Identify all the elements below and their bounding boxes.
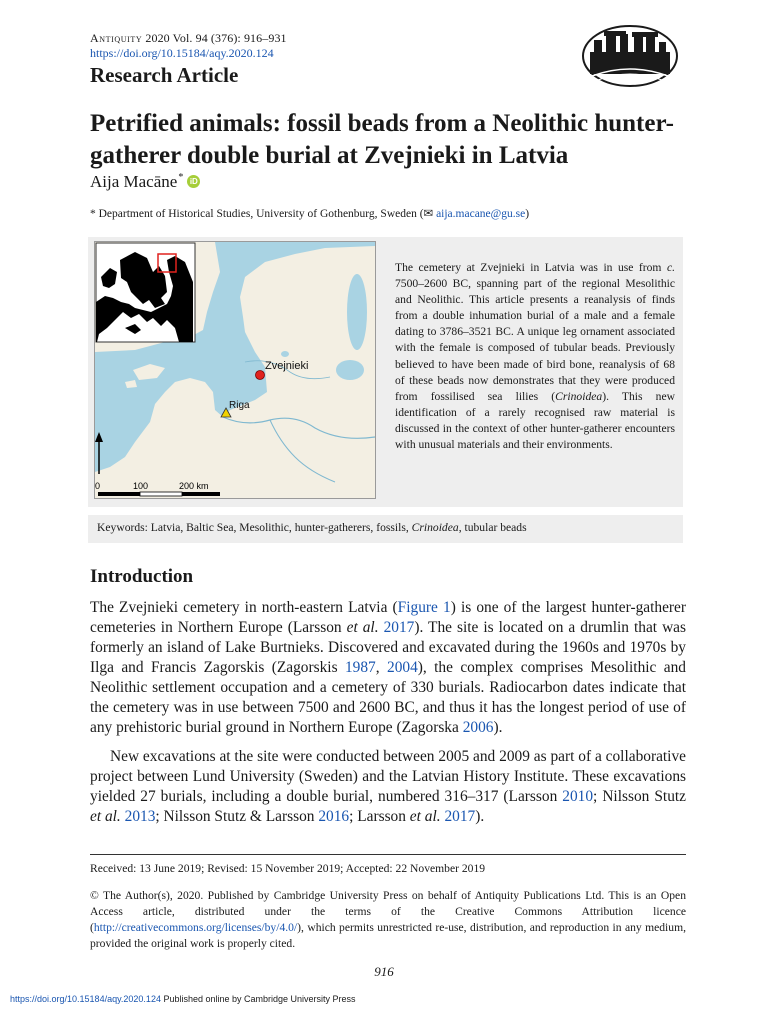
ref-link-2006[interactable]: 2006 bbox=[462, 719, 494, 736]
scale-label-100: 100 bbox=[133, 481, 149, 491]
p1-f: ), the complex comprises Mesolithic and Neolithic settlement occupation and a cemetery of 330 burials. Radiocarbon dates indicate that the cemetery was in use between 7500 and 2600 BC, and thus it has the longest period of use of any prehistoric burial ground in Northern Europe (Zagorska bbox=[90, 659, 686, 736]
author-line bbox=[90, 172, 200, 192]
citation-details: 2020 Vol. 94 (376): 916–931 bbox=[142, 31, 287, 45]
inset-map bbox=[96, 243, 195, 342]
intro-paragraph-1 bbox=[90, 598, 686, 738]
p1-d: ). The site is located on a drumlin that was formerly an island of Lake Burtnieks. Discovered and excavated during the 1960s and 1970s by Ilga and Francis Zagorskis (Zagorskis bbox=[90, 619, 687, 676]
affiliation-close: ) bbox=[525, 208, 530, 220]
abstract-taxon: Crinoidea bbox=[555, 389, 603, 403]
page-number: 916 bbox=[374, 964, 394, 979]
p1-g: ). bbox=[493, 719, 503, 736]
section-heading-introduction: Introduction bbox=[90, 566, 194, 587]
abstract-part3: ). This new identification of a rarely recognised raw material is discussed in the context of other hunter-gatherer encounters with unusual materials and their environments. bbox=[395, 389, 675, 452]
author-name: Aija Macāne bbox=[90, 172, 178, 191]
p2-g: ). bbox=[475, 808, 485, 825]
doi-link[interactable] bbox=[90, 46, 274, 61]
article-type: Research Article bbox=[90, 63, 239, 87]
article-title: Petrified animals: fossil beads from a Neolithic hunter-gatherer double burial at Zvejnieki in Latvia bbox=[90, 110, 674, 169]
author-marker: * bbox=[178, 172, 184, 183]
p1-b: ) is one of the largest hunter-gatherer cemeteries in Northern Europe (Larsson bbox=[90, 599, 686, 636]
journal-name: Antiquity bbox=[90, 31, 143, 45]
abstract-text bbox=[395, 260, 675, 453]
abstract-circa: c. bbox=[666, 261, 675, 274]
location-map bbox=[94, 241, 376, 499]
ref-link-2016[interactable]: 2016 bbox=[318, 808, 350, 825]
ref-link-2010[interactable]: 2010 bbox=[562, 788, 594, 805]
ref-link-2017b[interactable]: 2017 bbox=[444, 808, 476, 825]
keywords-taxon: Crinoidea bbox=[411, 521, 459, 534]
publisher-footer bbox=[10, 994, 356, 1004]
keywords-text: Keywords: Latvia, Baltic Sea, Mesolithic, hunter-gatherers, fossils, bbox=[97, 521, 412, 534]
p1-e: , bbox=[375, 659, 387, 676]
orcid-icon[interactable]: iD bbox=[187, 175, 200, 188]
scale-label-200: 200 km bbox=[179, 481, 209, 491]
mail-icon: ✉ bbox=[423, 208, 437, 220]
p2-e: ; Larsson bbox=[349, 808, 410, 825]
footer-text: Published online by Cambridge University Press bbox=[160, 994, 356, 1004]
p2-a: New excavations at the site were conducted between 2005 and 2009 as part of a collaborative project between Lund University (Sweden) and the Latvian History Institute. These excavations yielded 27 burials, including a double burial, numbered 316–317 (Larsson bbox=[90, 748, 686, 805]
p1-etal: et al. bbox=[346, 619, 379, 636]
footer-doi-link[interactable]: https://doi.org/10.15184/aqy.2020.124 bbox=[10, 994, 161, 1004]
p2-etal2: et al. bbox=[409, 808, 441, 825]
license-a: © The Author(s), 2020. Published by Cambridge University Press on behalf of Antiquity Publications Ltd. This is an Open Access article, distributed under the terms of the Creative Commons Attribution licence ( bbox=[90, 889, 686, 934]
received-dates: Received: 13 June 2019; Revised: 15 November 2019; Accepted: 22 November 2019 bbox=[90, 862, 486, 875]
site-label: Zvejnieki bbox=[265, 360, 309, 372]
ref-link-2004[interactable]: 2004 bbox=[387, 659, 418, 676]
p2-b: ; Nilsson Stutz bbox=[593, 788, 686, 805]
scale-label-0: 0 bbox=[95, 481, 101, 491]
map-svg bbox=[95, 242, 375, 498]
site-marker-icon bbox=[256, 371, 265, 380]
doi-link-text[interactable]: https://doi.org/10.15184/aqy.2020.124 bbox=[90, 46, 274, 60]
p1-a: The Zvejnieki cemetery in north-eastern Latvia ( bbox=[90, 599, 398, 616]
affiliation-text: * Department of Historical Studies, University of Gothenburg, Sweden ( bbox=[90, 208, 424, 220]
license-b: ), which permits unrestricted re-use, distribution, and reproduction in any medium, provided the original work is properly cited. bbox=[90, 921, 686, 950]
ref-link-2017[interactable]: 2017 bbox=[383, 619, 415, 636]
author-email-link[interactable]: aija.macane@gu.se bbox=[436, 208, 526, 220]
license-statement bbox=[90, 888, 686, 952]
city-label: Riga bbox=[229, 400, 250, 411]
abstract-part1: The cemetery at Zvejnieki in Latvia was in use from bbox=[395, 261, 667, 274]
ref-link-2013[interactable]: 2013 bbox=[124, 808, 156, 825]
p2-d: ; Nilsson Stutz & Larsson bbox=[155, 808, 319, 825]
affiliation bbox=[90, 206, 529, 220]
keywords bbox=[97, 521, 527, 534]
license-url-link[interactable]: http://creativecommons.org/licenses/by/4.0/ bbox=[93, 921, 298, 934]
figure-1-link[interactable]: Figure 1 bbox=[397, 599, 451, 616]
p2-etal1: et al. bbox=[90, 808, 121, 825]
footnote-divider bbox=[90, 854, 686, 855]
intro-paragraph-2 bbox=[90, 747, 686, 827]
ref-link-1987[interactable]: 1987 bbox=[344, 659, 376, 676]
keywords-tail: , tubular beads bbox=[458, 521, 527, 534]
stone-circle-logo bbox=[580, 22, 680, 88]
journal-citation bbox=[90, 31, 287, 46]
abstract-part2: 7500–2600 BC, spanning part of the regional Mesolithic and Neolithic. This article presents a reanalysis of finds from a double inhumation burial of a male and a female dating to 3786–3521 BC. A unique leg ornament associated with the female is composed of tubular beads. Previously believed to have been made of bird bone, reanalysis of 68 of these beads now demonstrates that they were produced from fossilised sea lilies ( bbox=[395, 277, 675, 403]
